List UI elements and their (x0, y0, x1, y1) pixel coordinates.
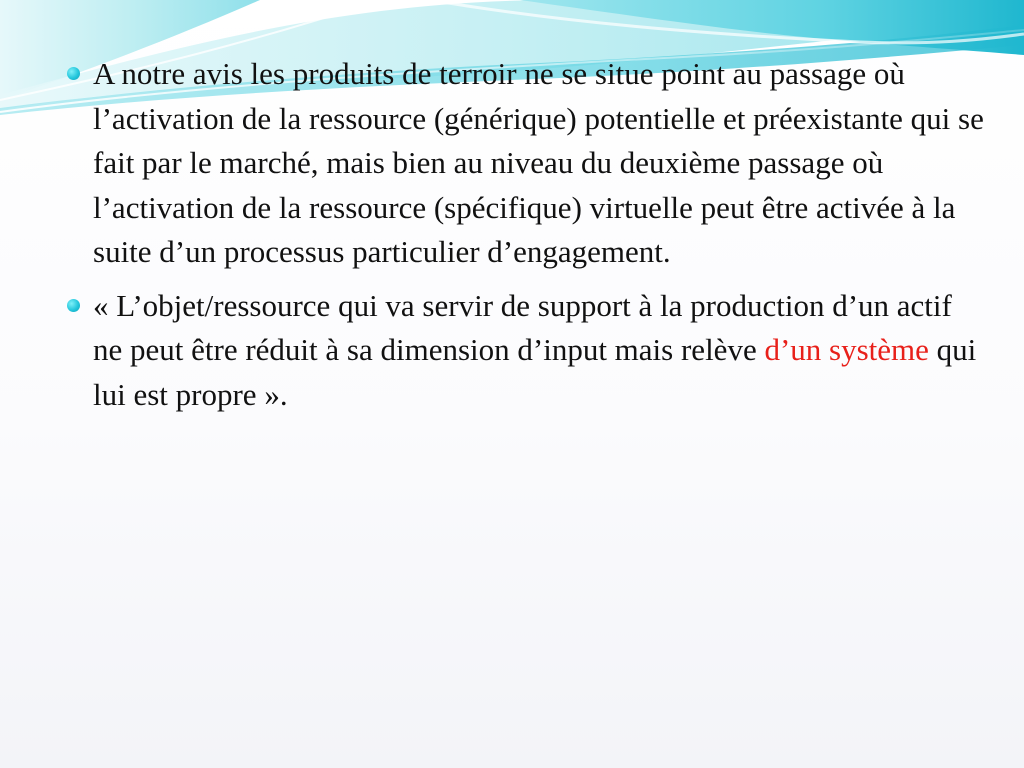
bullet-item (64, 52, 984, 275)
bullet-text: A notre avis les produits de terroir ne se situe point au passage où l’activation de la ressource (générique) potentielle et préexistante qui se fait par le marché, mais bien au niveau du deuxième passage où l’activation de la ressource (spécifique) virtuelle peut être activée à la suite d’un processus particulier d’engagement. (93, 56, 984, 269)
bullet-text-highlight: d’un système (764, 332, 929, 367)
bullet-text-suffix: qui lui est propre ». (93, 332, 977, 412)
bullet-icon (67, 67, 80, 80)
bullet-text-prefix: « L’objet/ressource qui va servir de support à la production d’un actif ne peut être réduit à sa dimension d’input mais relève (93, 287, 952, 367)
bullet-item (64, 284, 984, 418)
slide-content (64, 52, 984, 426)
bullet-icon (67, 299, 80, 312)
